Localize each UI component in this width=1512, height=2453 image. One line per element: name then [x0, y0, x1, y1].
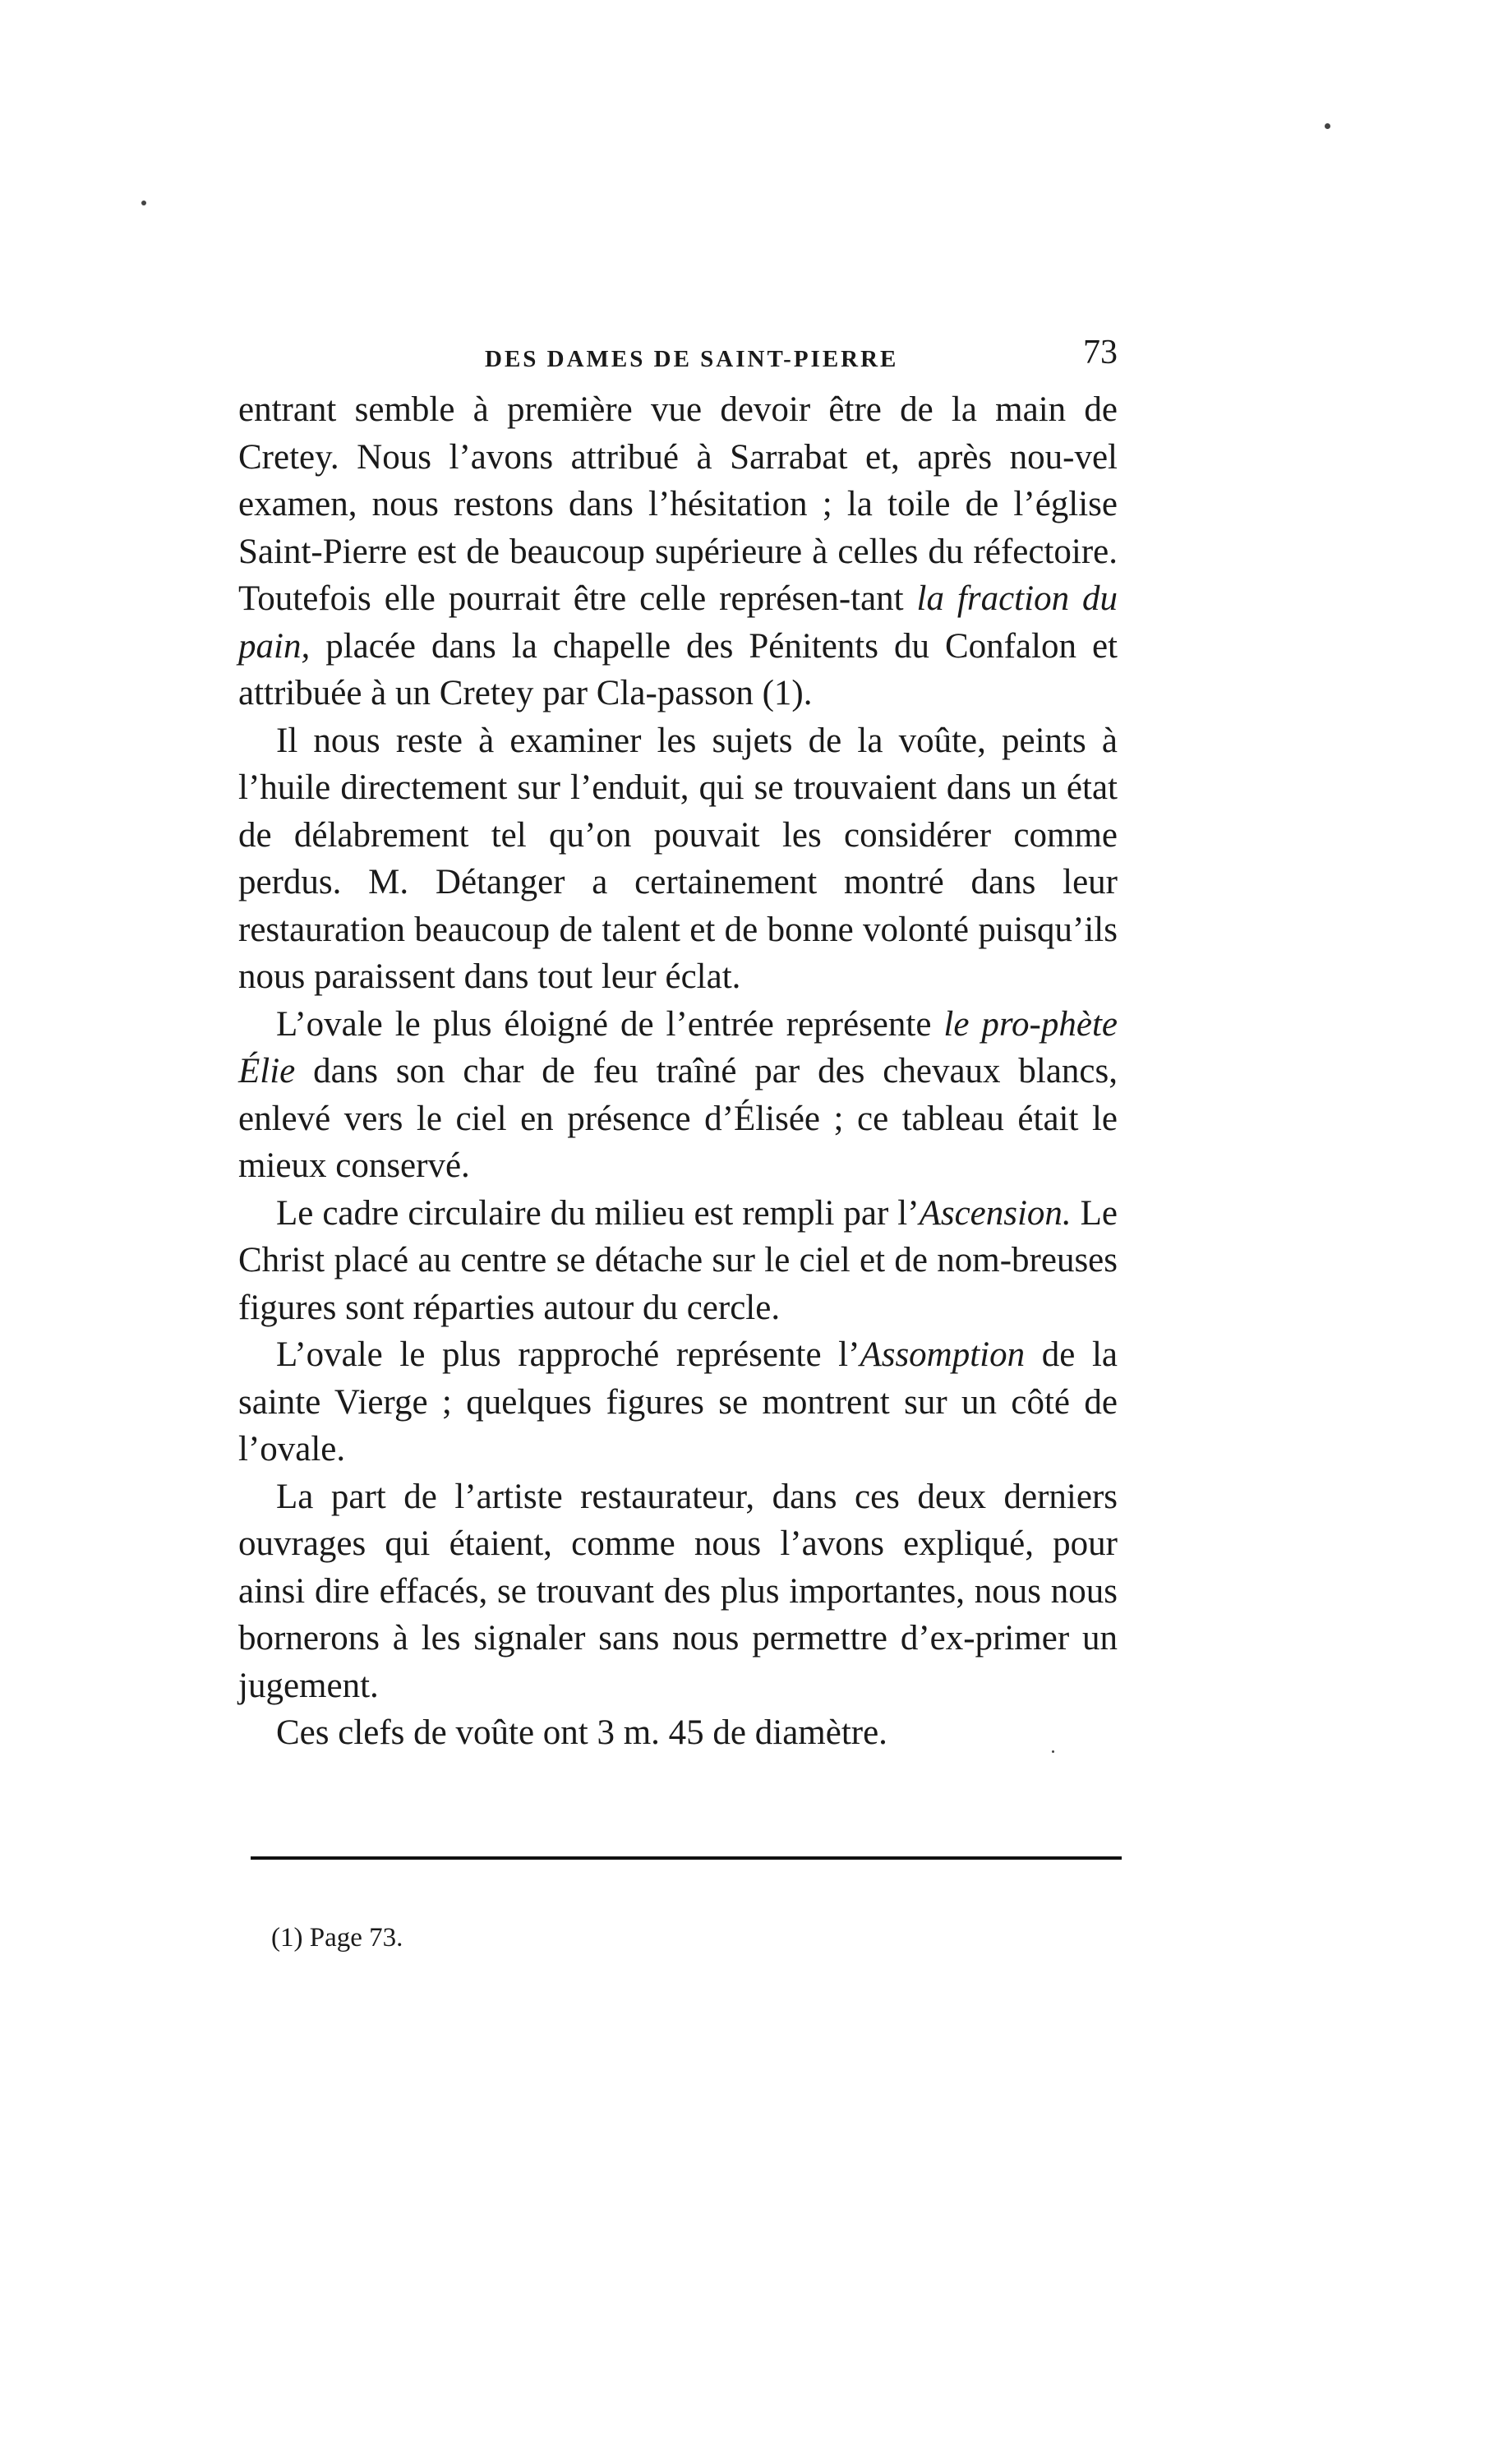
body-text — [238, 386, 1118, 1757]
text-run: Le cadre circulaire du milieu est rempli par l’ — [276, 1193, 920, 1233]
paragraph — [238, 1709, 1118, 1757]
paragraph — [238, 1001, 1118, 1190]
text-run: L’ovale le plus éloigné de l’entrée représente — [276, 1004, 944, 1044]
text-run: Le Christ placé au centre se détache sur le ciel et de nom-breuses figures sont réparties autour du cercle. — [238, 1193, 1118, 1327]
running-head — [238, 333, 1126, 382]
text-run: Ces clefs de voûte ont 3 m. 45 de diamètre. — [276, 1713, 887, 1752]
text-run: de la sainte Vierge ; quelques figures se montrent sur un côté de l’ovale. — [238, 1335, 1118, 1469]
scan-speck — [1325, 123, 1330, 129]
text-run: dans son char de feu traîné par des chevaux blancs, enlevé vers le ciel en présence d’Élisée ; ce tableau était le mieux conservé. — [238, 1052, 1118, 1185]
running-title: DES DAMES DE SAINT-PIERRE — [485, 346, 899, 372]
text-run: placée dans la chapelle des Pénitents du Confalon et attribuée à un Cretey par Cla-passon (1). — [238, 626, 1118, 712]
text-run: L’ovale le plus rapproché représente l’ — [276, 1335, 860, 1374]
text-run: Il nous reste à examiner les sujets de la voûte, peints à l’huile directement sur l’enduit, qui se trouvaient dans un état de délabrement tel qu’on pouvait les considérer comme perdus. M. Détanger a certainement montré dans leur restauration beaucoup de talent et de bonne volonté puisqu’ils nous paraissent dans tout leur éclat. — [238, 721, 1118, 996]
text-run: La part de l’artiste restaurateur, dans ces deux derniers ouvrages qui étaient, comme nous l’avons expliqué, pour ainsi dire effacés, se trouvant des plus importantes, nous nous bornerons à les signaler sans nous permettre d’ex-primer un jugement. — [238, 1477, 1118, 1705]
paragraph — [238, 717, 1118, 1001]
footnote: (1) Page 73. — [271, 1923, 403, 1953]
paragraph — [238, 1473, 1118, 1710]
paragraph — [238, 1331, 1118, 1473]
text-run: entrant semble à première vue devoir être de la main de Cretey. Nous l’avons attribué à Sarrabat et, après nou-vel examen, nous restons dans l’hésitation ; la toile de l’église Saint-Pierre est de beaucoup supérieure à celles du réfectoire. Toutefois elle pourrait être celle représen-tant — [238, 390, 1118, 618]
paragraph — [238, 386, 1118, 717]
paragraph — [238, 1190, 1118, 1332]
footnote-divider — [251, 1856, 1122, 1860]
page-number: 73 — [1083, 334, 1118, 371]
italic-title: la fraction du pain, — [238, 579, 1118, 666]
scan-speck — [141, 201, 146, 205]
scan-speck — [1052, 1750, 1054, 1753]
italic-title: le pro-phète Élie — [238, 1004, 1118, 1090]
italic-title: Ascension. — [919, 1193, 1072, 1233]
italic-title: Assomption — [860, 1335, 1026, 1374]
